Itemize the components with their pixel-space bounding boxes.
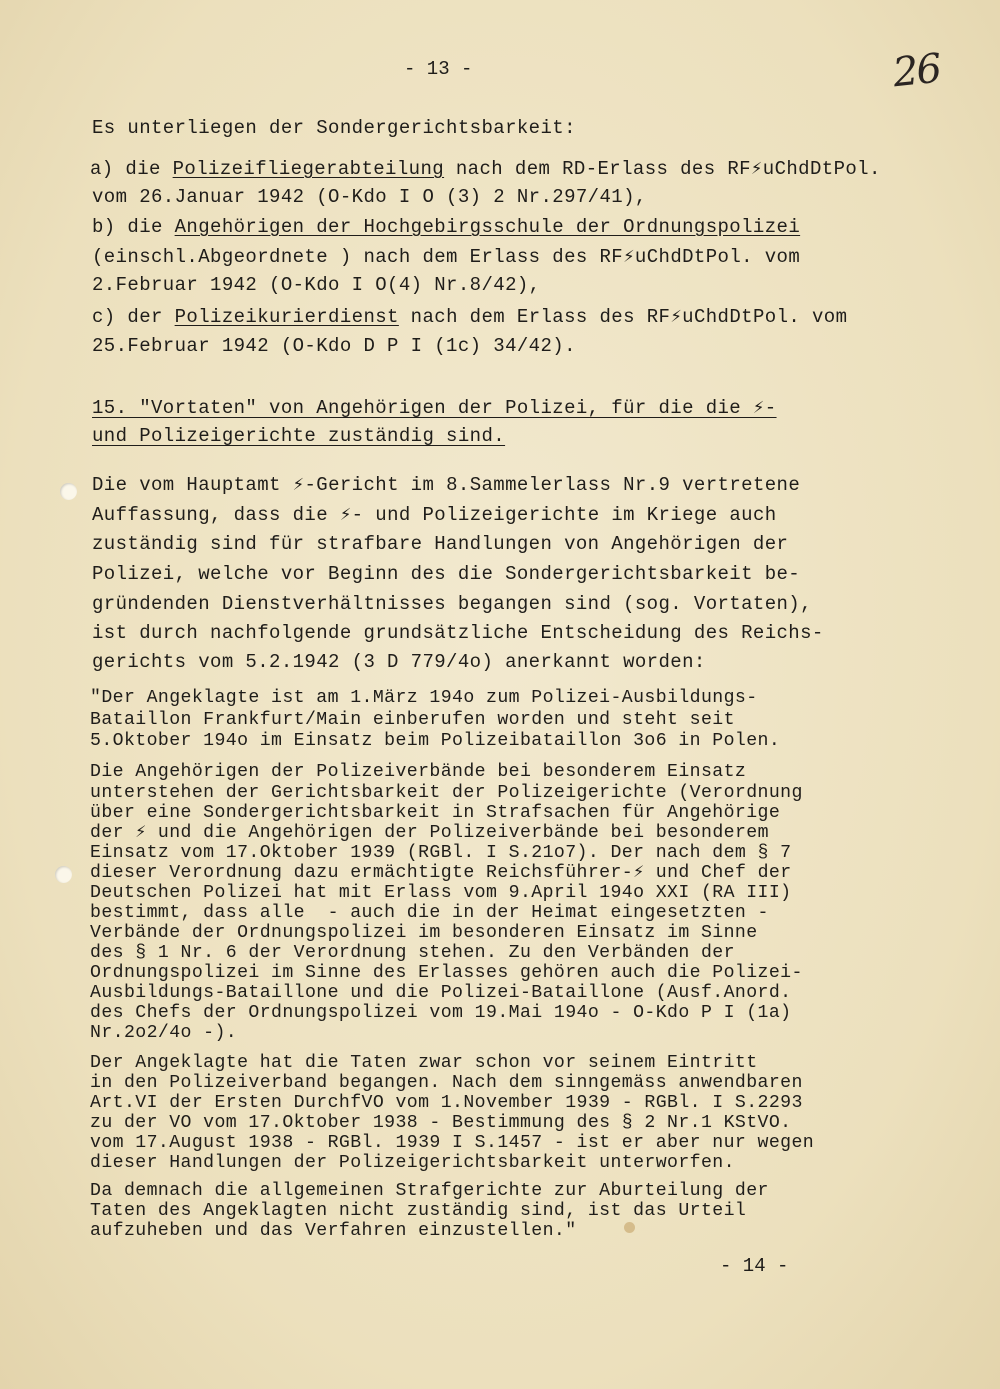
quote-line: Art.VI der Ersten DurchfVO vom 1.November 1939 - RGBl. I S.2293 bbox=[90, 1093, 803, 1113]
quote-line: über eine Sondergerichtsbarkeit in Strafsachen für Angehörige bbox=[90, 803, 781, 823]
item-b-line-3: 2.Februar 1942 (O-Kdo I O(4) Nr.8/42), bbox=[92, 274, 541, 296]
quote-line: 5.Oktober 194o im Einsatz beim Polizeibataillon 3o6 in Polen. bbox=[90, 731, 781, 751]
body-line: Auffassung, dass die ⚡- und Polizeigerichte im Kriege auch bbox=[92, 504, 777, 526]
item-c-line-2: 25.Februar 1942 (O-Kdo D P I (1c) 34/42). bbox=[92, 335, 576, 357]
item-c-line-1: c) der Polizeikurierdienst nach dem Erlass des RF⚡uChdDtPol. vom bbox=[92, 306, 848, 328]
quote-line: dieser Handlungen der Polizeigerichtsbarkeit unterworfen. bbox=[90, 1153, 735, 1173]
quote-line: Da demnach die allgemeinen Strafgerichte zur Aburteilung der bbox=[90, 1181, 769, 1201]
quote-line: bestimmt, dass alle - auch die in der Heimat eingesetzten - bbox=[90, 903, 769, 923]
body-line: gründenden Dienstverhältnisses begangen sind (sog. Vortaten), bbox=[92, 593, 812, 615]
section-intro: Es unterliegen der Sondergerichtsbarkeit: bbox=[92, 117, 576, 139]
quote-line: Einsatz vom 17.Oktober 1939 (RGBl. I S.21o7). Der nach dem § 7 bbox=[90, 843, 792, 863]
quote-line: in den Polizeiverband begangen. Nach dem sinngemäss anwendbaren bbox=[90, 1073, 803, 1093]
item-b-line-1: b) die Angehörigen der Hochgebirgsschule der Ordnungspolizei bbox=[92, 216, 801, 238]
quote-line: des § 1 Nr. 6 der Verordnung stehen. Zu den Verbänden der bbox=[90, 943, 735, 963]
next-page-marker: - 14 - bbox=[720, 1255, 789, 1277]
quote-line: "Der Angeklagte ist am 1.März 194o zum Polizei-Ausbildungs- bbox=[90, 688, 758, 708]
punch-hole-top bbox=[60, 483, 77, 500]
quote-line: zu der VO vom 17.Oktober 1938 - Bestimmung des § 2 Nr.1 KStVO. bbox=[90, 1113, 792, 1133]
quote-line: Ausbildungs-Bataillone und die Polizei-Bataillone (Ausf.Anord. bbox=[90, 983, 792, 1003]
handwritten-folio-number: 26 bbox=[890, 45, 943, 97]
item-a-line-1: a) die Polizeifliegerabteilung nach dem RD-Erlass des RF⚡uChdDtPol. bbox=[90, 158, 881, 180]
quote-line: des Chefs der Ordnungspolizei vom 19.Mai 194o - O-Kdo P I (1a) bbox=[90, 1003, 792, 1023]
body-line: Polizei, welche vor Beginn des die Sondergerichtsbarkeit be- bbox=[92, 563, 801, 585]
quote-line: Nr.2o2/4o -). bbox=[90, 1023, 238, 1043]
quote-line: dieser Verordnung dazu ermächtigte Reichsführer-⚡ und Chef der bbox=[90, 863, 792, 883]
body-line: Die vom Hauptamt ⚡-Gericht im 8.Sammelerlass Nr.9 vertretene bbox=[92, 474, 801, 496]
item-a-line-2: vom 26.Januar 1942 (O-Kdo I O (3) 2 Nr.297/41), bbox=[92, 186, 647, 208]
quote-line: der ⚡ und die Angehörigen der Polizeiverbände bei besonderem bbox=[90, 823, 769, 843]
quote-line: Deutschen Polizei hat mit Erlass vom 9.April 194o XXI (RA III) bbox=[90, 883, 792, 903]
body-line: zuständig sind für strafbare Handlungen von Angehörigen der bbox=[92, 533, 789, 555]
quote-line: aufzuheben und das Verfahren einzustellen." bbox=[90, 1221, 577, 1241]
quote-line: Der Angeklagte hat die Taten zwar schon vor seinem Eintritt bbox=[90, 1053, 758, 1073]
item-b-line-2: (einschl.Abgeordnete ) nach dem Erlass des RF⚡uChdDtPol. vom bbox=[92, 246, 801, 268]
quote-line: Ordnungspolizei im Sinne des Erlasses gehören auch die Polizei- bbox=[90, 963, 803, 983]
quote-line: Die Angehörigen der Polizeiverbände bei besonderem Einsatz bbox=[90, 762, 747, 782]
stain-mark bbox=[624, 1222, 635, 1233]
section-15-heading-line-2: und Polizeigerichte zuständig sind. bbox=[92, 425, 506, 447]
quote-line: Bataillon Frankfurt/Main einberufen worden und steht seit bbox=[90, 710, 735, 730]
page-number: - 13 - bbox=[404, 58, 473, 80]
punch-hole-bottom bbox=[55, 866, 72, 883]
quote-line: Verbände der Ordnungspolizei im besonderen Einsatz im Sinne bbox=[90, 923, 758, 943]
body-line: ist durch nachfolgende grundsätzliche Entscheidung des Reichs- bbox=[92, 622, 824, 644]
quote-line: unterstehen der Gerichtsbarkeit der Polizeigerichte (Verordnung bbox=[90, 783, 803, 803]
body-line: gerichts vom 5.2.1942 (3 D 779/4o) anerkannt worden: bbox=[92, 651, 706, 673]
quote-line: Taten des Angeklagten nicht zuständig sind, ist das Urteil bbox=[90, 1201, 747, 1221]
section-15-heading-line-1: 15. "Vortaten" von Angehörigen der Polizei, für die die ⚡- bbox=[92, 397, 777, 419]
quote-line: vom 17.August 1938 - RGBl. 1939 I S.1457 - ist er aber nur wegen bbox=[90, 1133, 815, 1153]
